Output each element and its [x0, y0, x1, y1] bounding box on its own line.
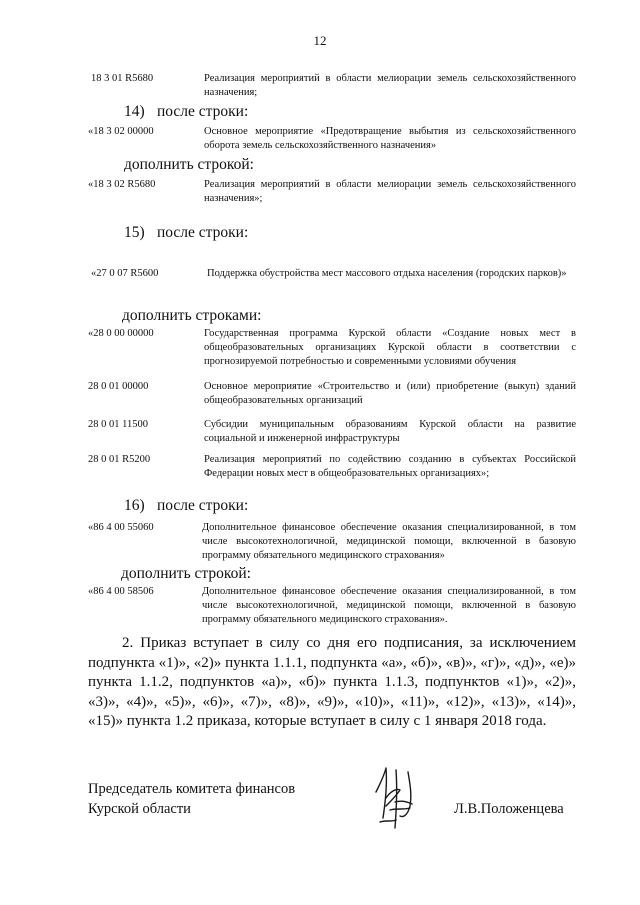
paragraph-text: 2. Приказ вступает в силу со дня его подписания, за исключением подпункта «1)», «2)» пункта 1.1.1, подпункта «а», «б)», «в)», «г)», «д)», «е)» пункта 1.1.2, подпунктов «а)», «б)» пункта 1.1.3, подпунктов «1)», «2)», «3)», «4)», «5)», «6)», «7)», «8)», «9)», «10)», «11)», «12)», «13)», «14)», «15)» пункта 1.2 приказа, которые вступает в силу с 1 января 2018 года.	[88, 635, 576, 730]
instruction-text: дополнить строкой:	[121, 565, 251, 582]
instruction-line	[121, 565, 251, 583]
instruction-line	[122, 307, 261, 325]
instruction-number: 15)	[124, 224, 145, 241]
budget-code: «18 3 02 00000	[88, 126, 154, 137]
instruction-number: 14)	[124, 103, 145, 120]
budget-code: «28 0 00 00000	[88, 328, 154, 339]
budget-code-description: Поддержка обустройства мест массового отдыха населения (городских парков)»	[207, 268, 567, 279]
instruction-line	[124, 497, 248, 515]
position-line-2: Курской области	[88, 801, 191, 817]
instruction-text: после строки:	[157, 103, 249, 120]
budget-code-description: Основное мероприятие «Строительство и (или) приобретение (выкуп) зданий общеобразовательных организаций	[204, 381, 576, 406]
budget-code-description: Реализация мероприятий в области мелиорации земель сельскохозяйственного назначения»;	[204, 179, 576, 204]
budget-code-description: Реализация мероприятий по содействию созданию в субъектах Российской Федерации новых мест в общеобразовательных организациях»;	[204, 454, 576, 479]
budget-code: «86 4 00 55060	[88, 522, 154, 533]
instruction-text: после строки:	[157, 224, 249, 241]
page-number: 12	[313, 33, 327, 48]
budget-code-description: Субсидии муниципальным образованиям Курской области на развитие социальной и инженерной инфраструктуры	[204, 419, 576, 444]
budget-code-description: Дополнительное финансовое обеспечение оказания специализированной, в том числе высокотехнологичной, медицинской помощи, включенной в базовую программу обязательного медицинского страхования»	[202, 522, 576, 561]
budget-code-description: Дополнительное финансовое обеспечение оказания специализированной, в том числе высокотехнологичной, медицинской помощи, включенной в базовую программу обязательного медицинского страхования».	[202, 586, 576, 625]
instruction-text: после строки:	[157, 497, 249, 514]
budget-code: «18 3 02 R5680	[88, 179, 156, 190]
instruction-text: дополнить строкой:	[124, 156, 254, 173]
budget-code: 18 3 01 R5680	[91, 73, 154, 84]
signatory-position	[88, 779, 295, 819]
budget-code-description: Основное мероприятие «Предотвращение выбытия из сельскохозяйственного оборота земель сельскохозяйственного назначения»	[204, 126, 576, 151]
budget-code-description: Государственная программа Курской области «Создание новых мест в общеобразовательных организациях Курской области в соответствии с прогнозируемой потребностью и современными условиями обучения	[204, 328, 576, 367]
budget-code-description: Реализация мероприятий в области мелиорации земель сельскохозяйственного назначения;	[204, 73, 576, 98]
instruction-number: 16)	[124, 497, 145, 514]
budget-code: 28 0 01 00000	[88, 381, 149, 392]
budget-code: «27 0 07 R5600	[91, 268, 159, 279]
effective-date-paragraph	[88, 634, 576, 732]
budget-code: 28 0 01 R5200	[88, 454, 151, 465]
signatory-name: Л.В.Положенцева	[454, 801, 564, 817]
instruction-text: дополнить строками:	[122, 307, 262, 324]
budget-code: «86 4 00 58506	[88, 586, 154, 597]
budget-code: 28 0 01 11500	[88, 419, 148, 430]
handwritten-signature	[366, 762, 438, 834]
position-line-1: Председатель комитета финансов	[88, 781, 296, 797]
instruction-line	[124, 224, 248, 242]
instruction-line	[124, 103, 248, 121]
instruction-line	[124, 156, 254, 174]
